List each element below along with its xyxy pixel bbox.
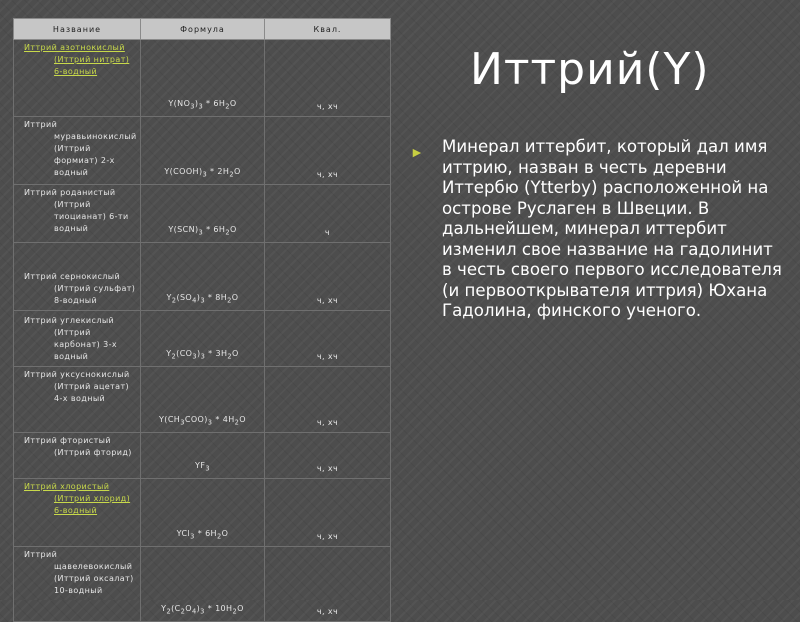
qualification-cell: ч, хч [265,243,391,311]
yttrium-compounds-table [13,18,391,622]
compound-name-cell [14,367,141,433]
compound-name-cell [14,433,141,479]
compound-name-link[interactable]: Иттрий азотнокислый (Иттрий нитрат) 6-водный [24,43,130,76]
formula-cell: $YCl_3 * 6H_2O$ [141,479,265,547]
table-row [14,479,391,547]
table-row [14,311,391,367]
table-row [14,367,391,433]
qualification-cell: ч, хч [265,367,391,433]
formula-cell: $Y_2(SO_4)_3 * 8H_2O$ [141,243,265,311]
table-row [14,40,391,117]
bullet-arrow-icon: ► [410,144,424,160]
formula-cell: $Y_2(CO_3)_3 * 3H_2O$ [141,311,265,367]
header-formula: Формула [141,19,265,40]
compound-name-cell [14,547,141,622]
compound-name-cell [14,185,141,243]
qualification-cell: ч [265,185,391,243]
compound-name-link[interactable]: Иттрий хлористый (Иттрий хлорид) 6-водный [24,482,131,515]
qualification-cell: ч, хч [265,40,391,117]
compound-name: Иттрий уксуснокислый (Иттрий ацетат) 4-х водный [24,370,130,403]
formula-cell: $YF_3$ [141,433,265,479]
formula-cell: $Y(CH_3COO)_3 * 4H_2O$ [141,367,265,433]
table-row [14,243,391,311]
qualification-cell: ч, хч [265,547,391,622]
slide-title: Иттрий(Y) [470,44,710,95]
qualification-cell: ч, хч [265,433,391,479]
table-header-row [14,19,391,40]
compound-name-cell[interactable] [14,40,141,117]
compound-name: Иттрий сернокислый (Иттрий сульфат) 8-водный [24,272,136,305]
compound-name-cell [14,117,141,185]
compounds-table-container [13,18,390,616]
compound-name: Иттрий щавелевокислый (Иттрий оксалат) 10-водный [24,550,134,595]
table-row [14,117,391,185]
qualification-cell: ч, хч [265,479,391,547]
header-qualification: Квал. [265,19,391,40]
compound-name: Иттрий углекислый (Иттрий карбонат) 3-х водный [24,316,118,361]
table-row [14,547,391,622]
formula-cell: $Y(SCN)_3 * 6H_2O$ [141,185,265,243]
bullet-text: Минерал иттербит, который дал имя иттрию, назван в честь деревни Иттербю (Ytterby) расположенной на острове Руслаген в Швеции. В дальнейшем, минерал иттербит изменил свое название на гадолинит в честь своего первого исследователя (и первооткрывателя иттрия) Юхана Гадолина, финского ученого. [442,137,782,320]
header-name: Название [14,19,141,40]
formula-cell: $Y(NO_3)_3 * 6H_2O$ [141,40,265,117]
table-row [14,433,391,479]
qualification-cell: ч, хч [265,117,391,185]
compound-name-cell [14,311,141,367]
compound-name: Иттрий роданистый (Иттрий тиоцианат) 6-ти водный [24,188,129,233]
table-row [14,185,391,243]
compound-name-cell [14,243,141,311]
compound-name-cell[interactable] [14,479,141,547]
formula-cell: $Y_2(C_2O_4)_3 * 10H_2O$ [141,547,265,622]
compound-name: Иттрий муравьинокислый (Иттрий формиат) 2-х водный [24,120,137,177]
qualification-cell: ч, хч [265,311,391,367]
compound-name: Иттрий фтористый (Иттрий фторид) [24,436,132,457]
formula-cell: $Y(COOH)_3 * 2H_2O$ [141,117,265,185]
